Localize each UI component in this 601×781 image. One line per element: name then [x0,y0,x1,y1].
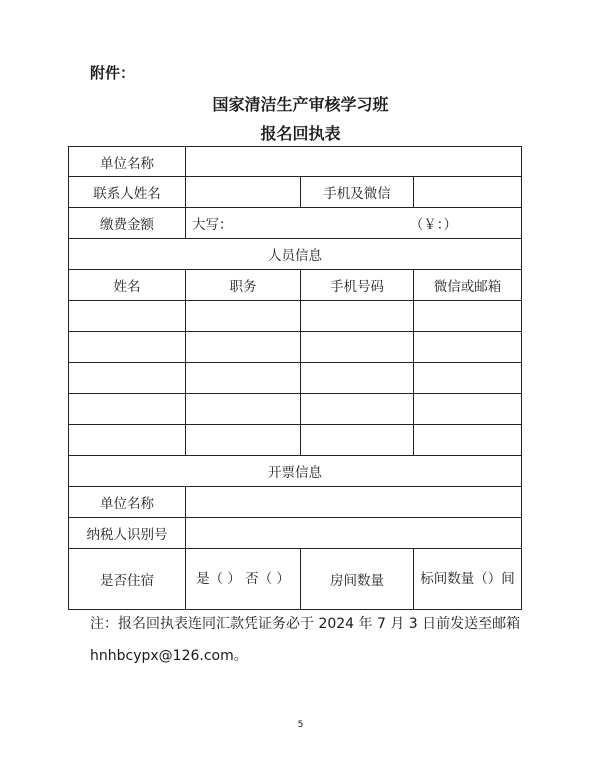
position-cell[interactable] [186,332,301,363]
attachment-label: 附件： [90,64,136,82]
personnel-section-header: 人员信息 [69,239,522,270]
phone-wechat-label: 手机及微信 [301,177,414,208]
phone-cell[interactable] [301,425,414,456]
name-cell[interactable] [69,394,186,425]
wechat-email-cell[interactable] [414,332,522,363]
wechat-email-cell[interactable] [414,301,522,332]
column-header-position: 职务 [186,270,301,301]
submission-note: 注：报名回执表连同汇款凭证务必于 2024 年 7 月 3 日前发送至邮箱 hnhbcypx@126.com。 [90,616,521,664]
fee-symbol-label: （￥：） [409,217,457,233]
column-header-name: 姓名 [69,270,186,301]
accommodation-label: 是否住宿 [69,549,186,610]
page-number: 5 [297,720,304,730]
fee-uppercase-label: 大写： [192,217,233,233]
column-header-wechat-email: 微信或邮箱 [414,270,522,301]
table-row [69,425,522,456]
form-subtitle: 报名回执表 [260,124,341,143]
name-cell[interactable] [69,332,186,363]
wechat-email-cell[interactable] [414,363,522,394]
phone-cell[interactable] [301,363,414,394]
phone-cell[interactable] [301,301,414,332]
phone-wechat-field[interactable] [414,177,522,208]
name-cell[interactable] [69,301,186,332]
contact-name-label: 联系人姓名 [69,177,186,208]
invoice-unit-name-label: 单位名称 [69,487,186,518]
fee-amount-field[interactable] [186,208,522,239]
column-header-phone: 手机号码 [301,270,414,301]
invoice-unit-name-field[interactable] [186,487,522,518]
taxpayer-id-label: 纳税人识别号 [69,518,186,549]
taxpayer-id-field[interactable] [186,518,522,549]
table-row [69,394,522,425]
table-row [69,332,522,363]
standard-rooms-field[interactable]: 标间数量（）间 [414,549,522,610]
invoice-section-header: 开票信息 [69,456,522,487]
contact-name-field[interactable] [186,177,301,208]
phone-cell[interactable] [301,394,414,425]
fee-amount-label: 缴费金额 [69,208,186,239]
form-title: 国家清洁生产审核学习班 [212,95,389,114]
registration-form-table [68,146,522,610]
phone-cell[interactable] [301,332,414,363]
name-cell[interactable] [69,425,186,456]
position-cell[interactable] [186,301,301,332]
accommodation-options[interactable]: 是（ ） 否（ ） [186,549,301,610]
name-cell[interactable] [69,363,186,394]
unit-name-label: 单位名称 [69,147,186,177]
room-count-label: 房间数量 [301,549,414,610]
position-cell[interactable] [186,425,301,456]
table-row [69,301,522,332]
wechat-email-cell[interactable] [414,425,522,456]
wechat-email-cell[interactable] [414,394,522,425]
position-cell[interactable] [186,363,301,394]
unit-name-field[interactable] [186,147,522,177]
table-row [69,363,522,394]
position-cell[interactable] [186,394,301,425]
